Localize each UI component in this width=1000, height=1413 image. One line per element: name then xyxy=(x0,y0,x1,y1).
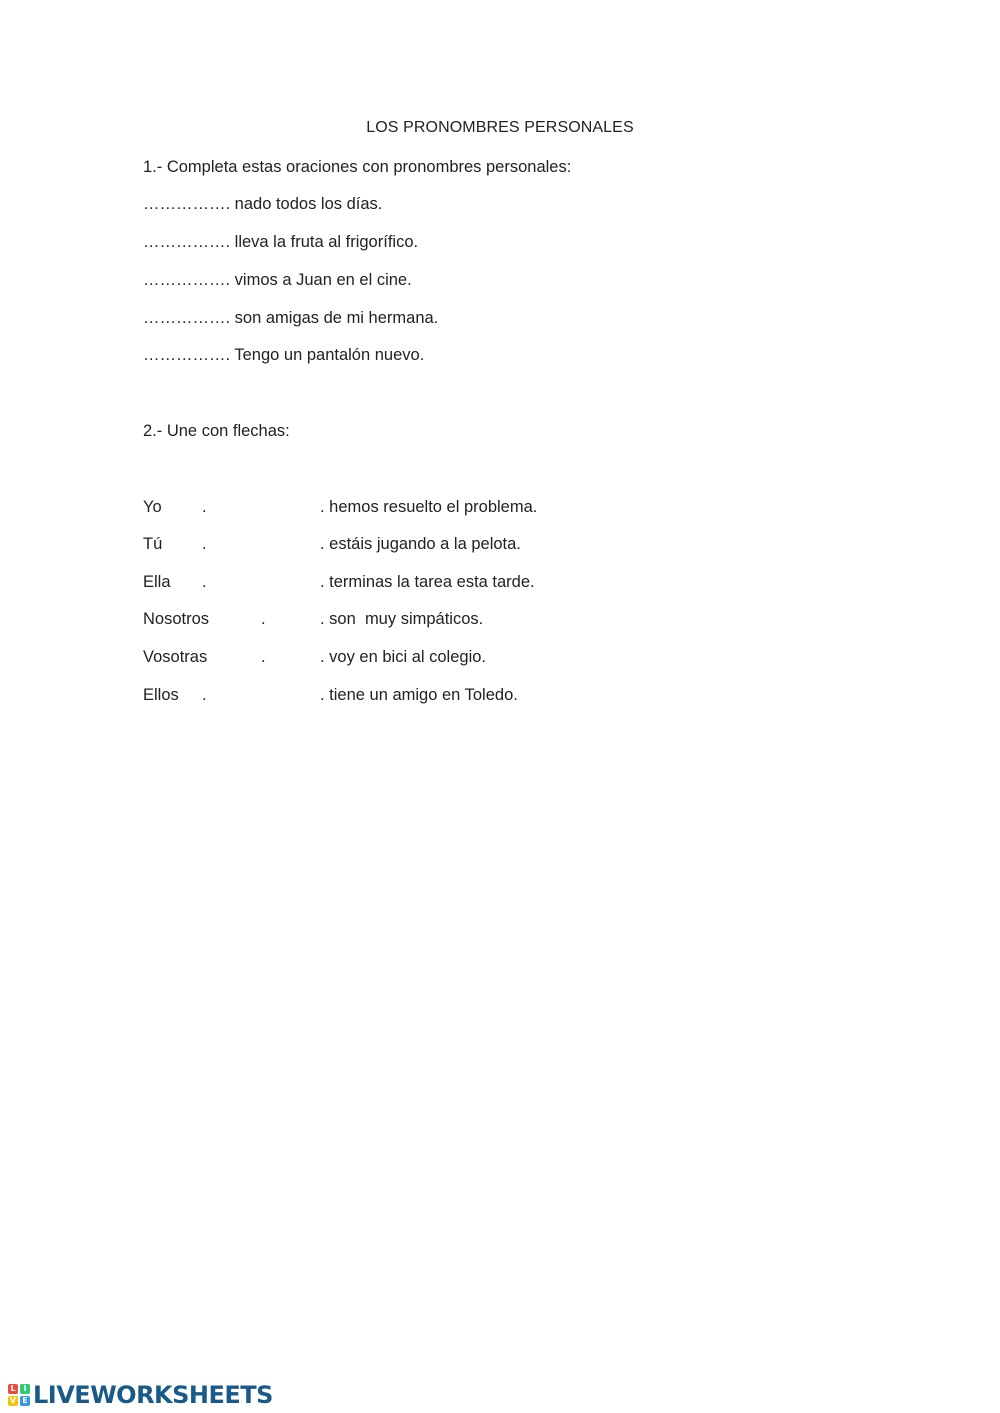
verb-phrase[interactable]: . estáis jugando a la pelota. xyxy=(320,535,521,553)
verb-phrase[interactable]: . tiene un amigo en Toledo. xyxy=(320,686,518,704)
exercise1-sentence: ……………. lleva la fruta al frigorífico. xyxy=(143,233,419,251)
logo-tile: L xyxy=(8,1384,18,1394)
match-row xyxy=(143,573,743,597)
verb-phrase[interactable]: . hemos resuelto el problema. xyxy=(320,498,538,516)
pronoun-label: Ella xyxy=(143,573,171,591)
left-match-dot[interactable]: . xyxy=(261,648,266,666)
match-row xyxy=(143,535,743,559)
match-row xyxy=(143,498,743,522)
exercise1-heading: 1.- Completa estas oraciones con pronombres personales: xyxy=(143,158,572,176)
pronoun-label: Yo xyxy=(143,498,162,516)
left-match-dot[interactable]: . xyxy=(202,573,207,591)
match-row xyxy=(143,686,743,710)
exercise1-sentence: ……………. Tengo un pantalón nuevo. xyxy=(143,346,425,364)
logo-icon xyxy=(8,1384,30,1406)
logo-wordmark: LIVEWORKSHEETS xyxy=(33,1381,273,1409)
logo-tile: I xyxy=(20,1384,30,1394)
left-match-dot[interactable]: . xyxy=(202,498,207,516)
verb-phrase[interactable]: . voy en bici al colegio. xyxy=(320,648,487,666)
logo-tile: V xyxy=(9,1396,17,1405)
exercise2-heading: 2.- Une con flechas: xyxy=(143,422,290,440)
match-row xyxy=(143,648,743,672)
verb-phrase[interactable]: . son muy simpáticos. xyxy=(320,610,484,628)
pronoun-label: Ellos xyxy=(143,686,179,704)
liveworksheets-logo xyxy=(8,1380,273,1410)
exercise1-sentence: ……………. son amigas de mi hermana. xyxy=(143,309,439,327)
left-match-dot[interactable]: . xyxy=(202,686,207,704)
left-match-dot[interactable]: . xyxy=(202,535,207,553)
left-match-dot[interactable]: . xyxy=(261,610,266,628)
pronoun-label: Tú xyxy=(143,535,163,553)
pronoun-label: Vosotras xyxy=(143,648,208,666)
logo-tile: E xyxy=(20,1396,30,1406)
page-title: LOS PRONOMBRES PERSONALES xyxy=(366,119,634,136)
exercise1-sentence: ……………. vimos a Juan en el cine. xyxy=(143,271,412,289)
exercise1-sentence: ……………. nado todos los días. xyxy=(143,195,383,213)
verb-phrase[interactable]: . terminas la tarea esta tarde. xyxy=(320,573,535,591)
pronoun-label: Nosotros xyxy=(143,610,210,628)
match-row xyxy=(143,610,743,634)
